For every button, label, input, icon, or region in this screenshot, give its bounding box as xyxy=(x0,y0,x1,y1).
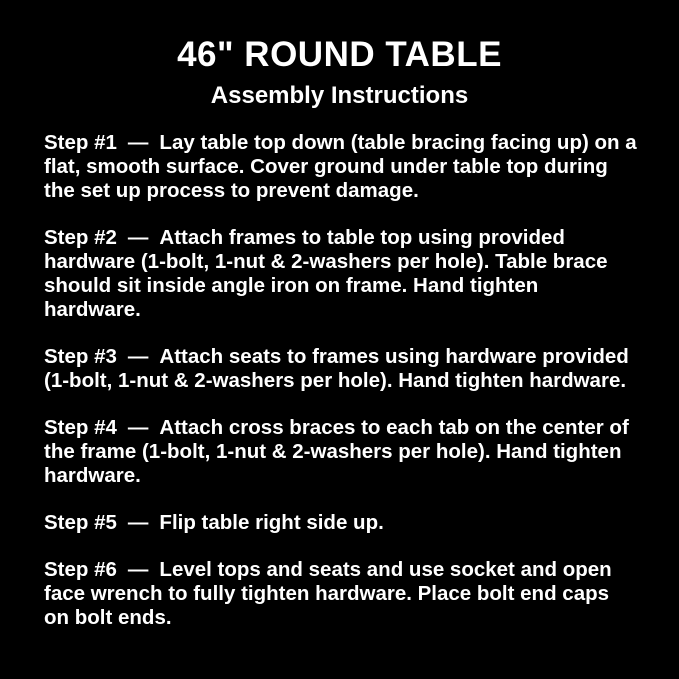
step-separator: — xyxy=(127,225,149,249)
step-label: Step #2 xyxy=(44,225,117,249)
step-paragraph-3 xyxy=(44,345,637,393)
step-text: Flip table right side up. xyxy=(159,510,384,534)
step-label: Step #6 xyxy=(44,557,117,581)
step-separator: — xyxy=(127,510,149,534)
step-text: Attach frames to table top using provided hardware (1-bolt, 1-nut & 2-washers per hole). Table brace should sit inside angle iron on frame. Hand tighten hardware. xyxy=(44,225,608,321)
step-separator: — xyxy=(127,344,149,368)
step-paragraph-4 xyxy=(44,416,637,488)
step-label: Step #4 xyxy=(44,415,117,439)
step-paragraph-2 xyxy=(44,226,637,322)
step-text: Attach seats to frames using hardware provided (1-bolt, 1-nut & 2-washers per hole). Hand tighten hardware. xyxy=(44,344,629,392)
step-text: Lay table top down (table bracing facing up) on a flat, smooth surface. Cover ground under table top during the set up process to prevent damage. xyxy=(44,130,637,202)
page-title: 46" ROUND TABLE xyxy=(177,35,502,74)
step-text: Level tops and seats and use socket and open face wrench to fully tighten hardware. Place bolt end caps on bolt ends. xyxy=(44,557,612,629)
step-label: Step #5 xyxy=(44,510,117,534)
step-paragraph-1 xyxy=(44,131,637,203)
step-text: Attach cross braces to each tab on the center of the frame (1-bolt, 1-nut & 2-washers per hole). Hand tighten hardware. xyxy=(44,415,629,487)
steps-list xyxy=(0,109,679,630)
step-label: Step #3 xyxy=(44,344,117,368)
step-separator: — xyxy=(127,130,149,154)
step-separator: — xyxy=(127,415,149,439)
step-separator: — xyxy=(127,557,149,581)
step-paragraph-6 xyxy=(44,558,637,630)
step-paragraph-5 xyxy=(44,511,637,535)
page-subtitle: Assembly Instructions xyxy=(210,81,469,109)
step-label: Step #1 xyxy=(44,130,117,154)
header xyxy=(0,0,679,109)
